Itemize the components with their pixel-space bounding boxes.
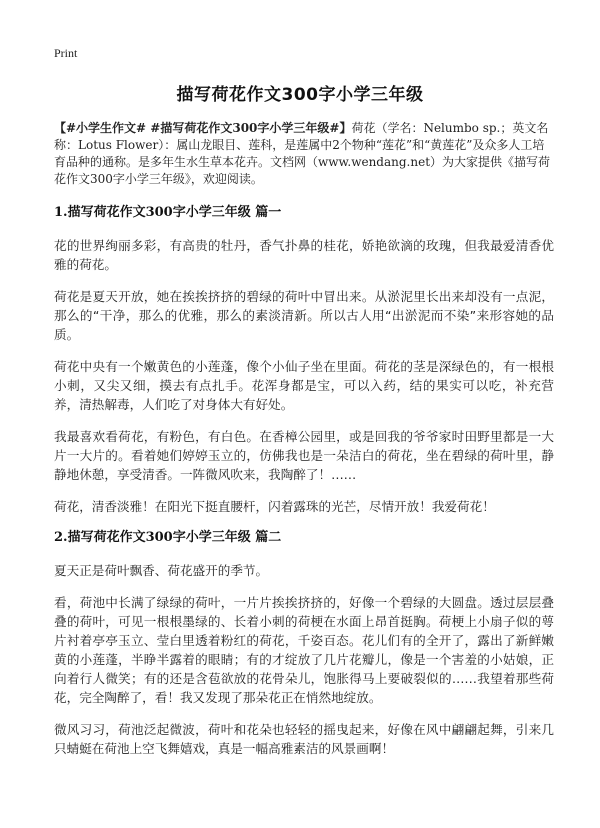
paragraph: 荷花，清香淡雅！在阳光下挺直腰杆，闪着露珠的光芒，尽情开放！我爱荷花！ (54, 499, 495, 514)
paragraph: 荷花中央有一个嫩黄色的小莲蓬，像个小仙子坐在里面。荷花的茎是深绿色的，有一根根小刺，又尖又细，摸去有点扎手。花浑身都是宝，可以入药，结的果实可以吃，补充营养，清热解毒，人们吃了对身体大有好处。 (54, 359, 554, 412)
paragraph: 荷花是夏天开放，她在挨挨挤挤的碧绿的荷叶中冒出来。从淤泥里长出来却没有一点泥，那么的“干净，那么的优雅，那么的素淡清新。所以古人用“出淤泥而不染”来形容她的品质。 (54, 289, 554, 342)
section-heading: 2.描写荷花作文300字小学三年级 篇二 (54, 530, 282, 545)
section-heading: 1.描写荷花作文300字小学三年级 篇一 (54, 205, 282, 220)
article-body (54, 204, 554, 771)
paragraph: 微风习习，荷池泛起微波，荷叶和花朵也轻轻的摇曳起来，好像在风中翩翩起舞，引来几只蜻蜓在荷池上空飞舞嬉戏，真是一幅高雅素洁的风景画啊！ (54, 722, 554, 756)
intro-tags: 【#小学生作文# #描写荷花作文300字小学三年级#】 (54, 121, 352, 135)
paragraph: 夏天正是荷叶飘香、荷花盛开的季节。 (54, 563, 269, 578)
section-2 (54, 529, 554, 758)
section-1 (54, 204, 554, 516)
paragraph: 花的世界绚丽多彩，有高贵的牡丹，香气扑鼻的桂花，娇艳欲滴的玫瑰，但我最爱清香优雅的荷花。 (54, 238, 554, 272)
intro-text: 荷花（学名：Nelumbo sp.；英文名称：Lotus Flower）：属山龙眼目、莲科，是莲属中2个物种“莲花”和“黄莲花”及众多人工培育品种的通称。是多年生水生草本花卉。文档网（www.wendang.net）为大家提供《描写荷花作文300字小学三年级》，欢迎阅读。 (54, 121, 551, 186)
paragraph: 看，荷池中长满了绿绿的荷叶，一片片挨挨挤挤的，好像一个碧绿的大圆盘。透过层层叠叠的荷叶，可见一根根墨绿的、长着小刺的荷梗在水面上昂首挺胸。荷梗上小扇子似的萼片衬着亭亭玉立、莹白里透着粉红的荷花，千姿百态。花儿们有的全开了，露出了新鲜嫩黄的小莲蓬，半睁半露着的眼睛；有的才绽放了几片花瓣儿，像是一个害羞的小姑娘，正向着行人微笑；有的还是含苞欲放的花骨朵儿，饱胀得马上要破裂似的……我望着那些荷花，完全陶醉了，看！我又发现了那朵花正在悄然地绽放。 (54, 595, 554, 705)
paragraph: 我最喜欢看荷花，有粉色，有白色。在香樟公园里，或是回我的爷爷家时田野里都是一大片一大片的。看着她们婷婷玉立的，仿佛我也是一朵洁白的荷花，坐在碧绿的荷叶里，静静地休憩，享受清香。一阵微风吹来，我陶醉了！…… (54, 429, 554, 482)
page-title: 描写荷花作文300字小学三年级 (176, 85, 424, 105)
print-link[interactable]: Print (54, 46, 78, 60)
intro-paragraph (54, 120, 554, 188)
